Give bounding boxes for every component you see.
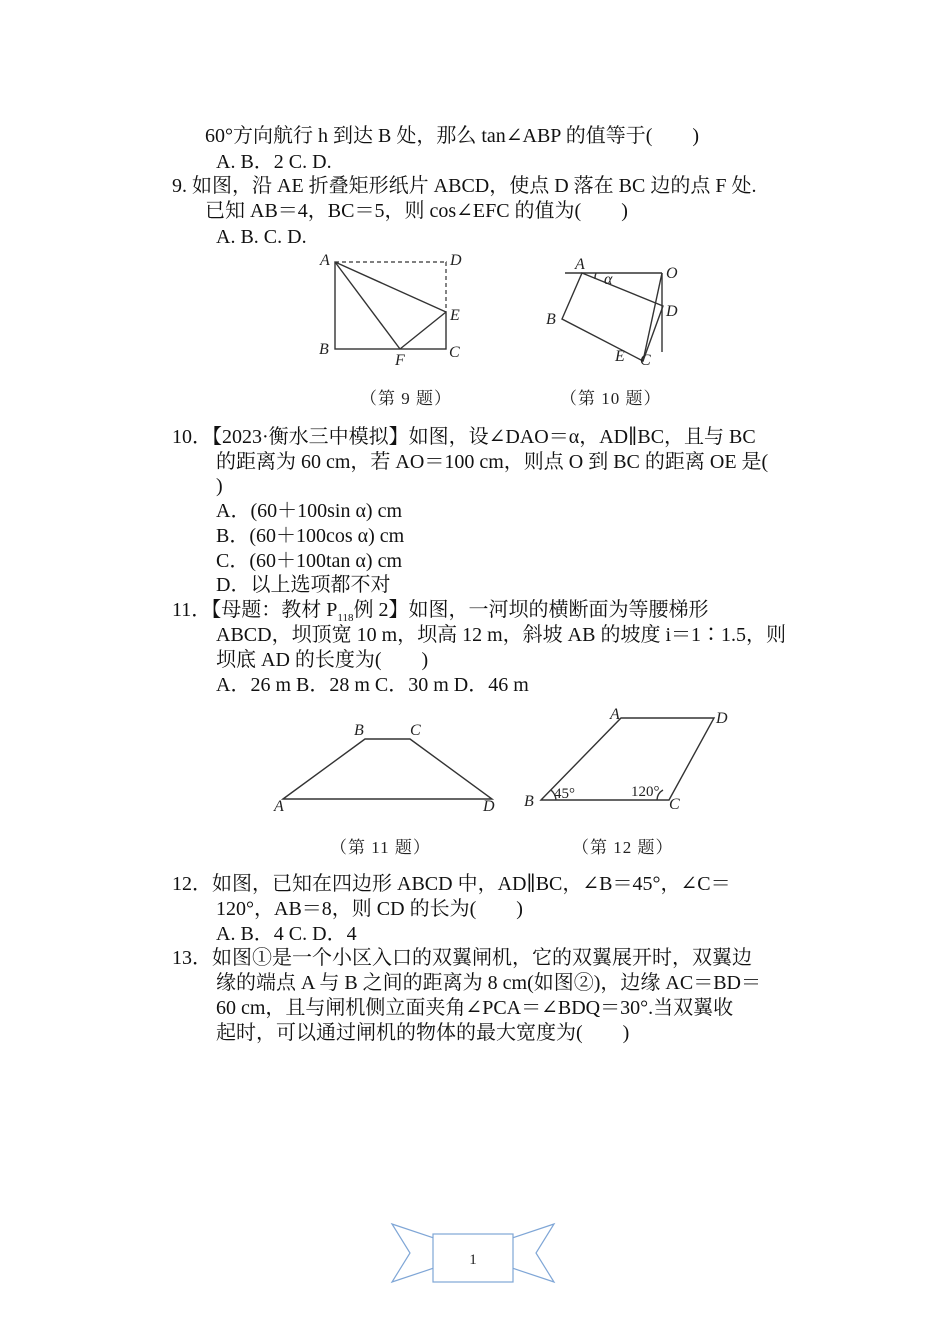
q10-option-d: D．以上选项都不对 — [216, 574, 391, 596]
q10-line2: 的距离为 60 cm，若 AO＝100 cm，则点 O 到 BC 的距离 OE 是( — [216, 451, 769, 473]
fig12-label-c: C — [669, 796, 680, 813]
q12-line1: 12．如图，已知在四边形 ABCD 中，AD∥BC，∠B＝45°，∠C＝ — [172, 873, 731, 895]
fig9-label-c: C — [449, 344, 460, 361]
ribbon-right — [512, 1224, 554, 1282]
fig10-label-alpha: α — [604, 271, 613, 288]
fig10-label-b: B — [546, 311, 556, 328]
fig12-caption: （第 12 题） — [572, 838, 674, 857]
fig9-label-f: F — [395, 352, 405, 369]
q10-option-a: A．(60＋100sin α) cm — [216, 500, 403, 522]
fig10-label-a: A — [575, 256, 585, 273]
q13-line2: 缘的端点 A 与 B 之间的距离为 8 cm(如图②)，边缘 AC＝BD＝ — [216, 972, 761, 994]
q13-line3: 60 cm，且与闸机侧立面夹角∠PCA＝∠BDQ＝30°.当双翼收 — [216, 997, 734, 1019]
q10-option-c: C．(60＋100tan α) cm — [216, 550, 403, 572]
q9-options: A. B. C. D. — [216, 226, 307, 248]
fig12-angle-c: 120° — [631, 784, 660, 800]
q13-line4: 起时，可以通过闸机的物体的最大宽度为( ) — [216, 1022, 630, 1044]
fig10-label-e: E — [615, 348, 625, 365]
fig12-label-a: A — [610, 706, 620, 723]
fig10-label-d: D — [666, 303, 678, 320]
q10-line1: 10．【2023·衡水三中模拟】如图，设∠DAO＝α，AD∥BC，且与 BC — [172, 426, 756, 448]
page-number-ribbon — [388, 1218, 558, 1288]
fig10-rect — [562, 273, 663, 361]
fig11-label-a: A — [274, 798, 284, 815]
fig10-caption: （第 10 题） — [560, 389, 662, 408]
q10-option-b: B．(60＋100cos α) cm — [216, 525, 405, 547]
fig10-label-o: O — [666, 265, 678, 282]
fig12-label-b: B — [524, 793, 534, 810]
q11-line1-post: 例 2】如图，一河坝的横断面为等腰梯形 — [353, 599, 709, 621]
fig9-caption: （第 9 题） — [360, 389, 452, 408]
figure-q9 — [310, 248, 470, 373]
q11-line1-sub: 118 — [337, 612, 354, 624]
fig10-label-c: C — [640, 352, 651, 369]
figure-q12 — [518, 702, 738, 817]
q10-line3: ) — [216, 475, 223, 497]
fig12-angle-b: 45° — [554, 786, 575, 802]
q11-options: A．26 m B．28 m C．30 m D．46 m — [216, 674, 529, 696]
fig9-label-b: B — [319, 341, 329, 358]
fig11-caption: （第 11 题） — [330, 838, 431, 857]
q13-line1: 13．如图①是一个小区入口的双翼闸机，它的双翼展开时，双翼边 — [172, 947, 752, 969]
q12-options: A. B．4 C. D．4 — [216, 923, 357, 945]
fig9-fe — [400, 312, 446, 349]
fig9-ae — [335, 262, 446, 312]
q12-line2: 120°，AB＝8，则 CD 的长为( ) — [216, 898, 523, 920]
page-number: 1 — [469, 1252, 477, 1268]
fig9-label-d: D — [450, 252, 462, 269]
ribbon-left — [392, 1224, 434, 1282]
fig9-label-e: E — [450, 307, 460, 324]
fig11-label-b: B — [354, 722, 364, 739]
q9-line2: 已知 AB＝4，BC＝5，则 cos∠EFC 的值为( ) — [205, 200, 628, 222]
q9-line1: 9. 如图，沿 AE 折叠矩形纸片 ABCD，使点 D 落在 BC 边的点 F 处. — [172, 175, 757, 197]
q8-options: A. B．2 C. D. — [216, 151, 332, 173]
fig11-label-c: C — [410, 722, 421, 739]
q11-line2: ABCD，坝顶宽 10 m，坝高 12 m，斜坡 AB 的坡度 i＝1∶1.5，则 — [216, 624, 787, 646]
q11-line1-pre: 11．【母题：教材 P — [172, 599, 338, 621]
figure-q11 — [268, 715, 503, 815]
fig9-label-a: A — [320, 252, 330, 269]
fig9-af — [335, 262, 400, 349]
fig11-label-d: D — [483, 798, 495, 815]
q8-line1: 60°方向航行 h 到达 B 处，那么 tan∠ABP 的值等于( ) — [205, 125, 700, 147]
fig11-trapezoid — [283, 739, 492, 799]
fig12-label-d: D — [716, 710, 728, 727]
figure-q10 — [540, 252, 700, 374]
q11-line3: 坝底 AD 的长度为( ) — [216, 649, 429, 671]
